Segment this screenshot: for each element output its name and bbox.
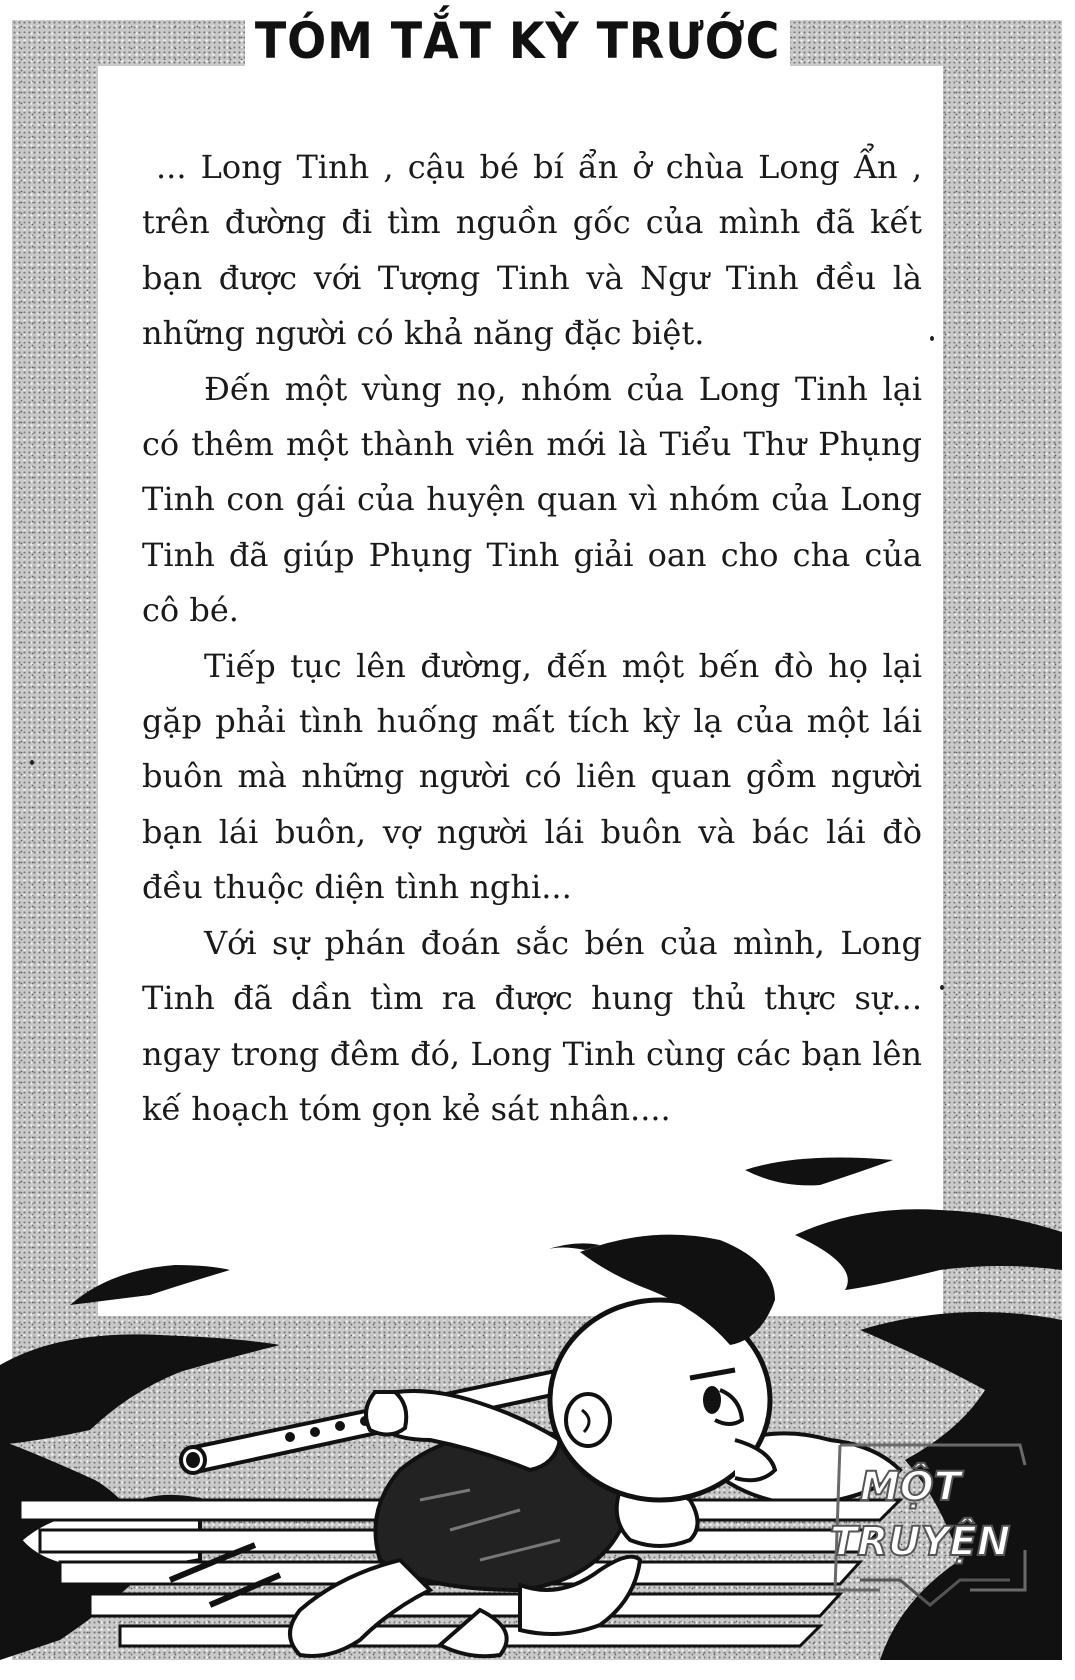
- ink-speck: [940, 985, 944, 990]
- page-title: TÓM TẮT KỲ TRƯỚC: [254, 12, 781, 70]
- summary-text: [142, 140, 922, 1137]
- summary-paragraph-2: Đến một vùng nọ, nhóm của Long Tinh lại có thêm một thành viên mới là Tiểu Thư Phụng Tinh con gái của huyện quan vì nhóm của Long Tinh đã giúp Phụng Tinh giải oan cho cha của cô bé.: [142, 369, 922, 630]
- title-box: [245, 0, 790, 82]
- summary-paragraph-1: ... Long Tinh , cậu bé bí ẩn ở chùa Long Ẩn , trên đường đi tìm nguồn gốc của mình đã kết bạn được với Tượng Tinh và Ngư Tinh đều là những người có khả năng đặc biệt.: [142, 148, 922, 353]
- watermark-line-1: MỘT: [860, 1464, 962, 1510]
- ink-speck: [30, 760, 34, 765]
- site-watermark: [820, 1430, 1040, 1610]
- ink-speck: [930, 336, 934, 341]
- summary-paragraph-4: Với sự phán đoán sắc bén của mình, Long Tinh đã dần tìm ra được hung thủ thực sự... ngay trong đêm đó, Long Tinh cùng các bạn lên kế hoạch tóm gọn kẻ sát nhân....: [142, 923, 922, 1128]
- summary-paragraph-3: Tiếp tục lên đường, đến một bến đò họ lại gặp phải tình huống mất tích kỳ lạ của một lái buôn mà những người có liên quan gồm người bạn lái buôn, vợ người lái buôn và bác lái đò đều thuộc diện tình nghi...: [142, 646, 922, 907]
- watermark-line-2: TRUYỆN: [830, 1519, 1011, 1565]
